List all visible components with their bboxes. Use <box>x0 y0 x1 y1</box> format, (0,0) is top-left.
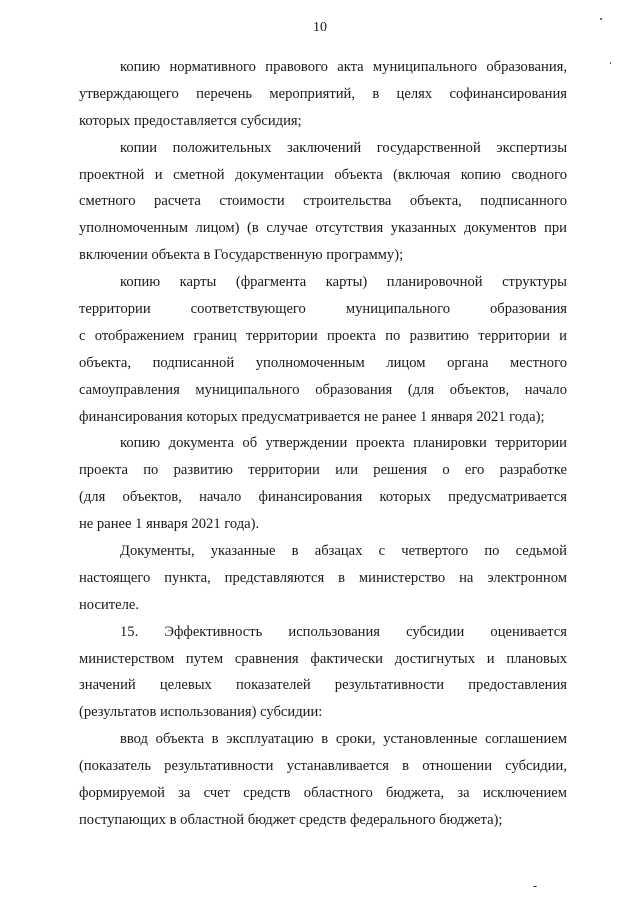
text-line: (результатов использования) субсидии: <box>79 704 323 721</box>
text-line: включении объекта в Государственную программу); <box>79 247 404 264</box>
scan-speck <box>533 886 537 887</box>
paragraph <box>79 726 567 834</box>
document-body <box>79 54 567 834</box>
page-number: 10 <box>313 20 327 35</box>
text-line: копию карты (фрагмента карты) планировочной структуры <box>120 274 567 291</box>
text-line: утверждающего перечень мероприятий, в целях софинансирования <box>79 85 567 102</box>
text-line: финансирования которых предусматривается не ранее 1 января 2021 года); <box>79 408 545 425</box>
text-line: значений целевых показателей результативности предоставления <box>79 677 567 694</box>
paragraph <box>79 538 567 619</box>
text-line: уполномоченным лицом) (в случае отсутствия указанных документов при <box>79 220 567 237</box>
paragraph <box>79 430 567 538</box>
text-line: копию документа об утверждении проекта планировки территории <box>120 435 567 452</box>
text-line: которых предоставляется субсидия; <box>79 112 302 129</box>
text-line: с отображением границ территории проекта по развитию территории и <box>79 327 567 344</box>
scan-speck <box>600 18 602 20</box>
paragraph <box>79 619 567 727</box>
text-line: 15. Эффективность использования субсидии оценивается <box>120 623 567 640</box>
text-line: проекта по развитию территории или решения о его разработке <box>79 462 567 479</box>
text-line: объекта, подписанной уполномоченным лицом органа местного <box>79 354 567 371</box>
text-line: настоящего пункта, представляются в министерство на электронном <box>79 569 567 586</box>
text-line: носителе. <box>79 596 140 613</box>
text-line: сметного расчета стоимости строительства объекта, подписанного <box>79 193 567 210</box>
text-line: (показатель результативности устанавливается в отношении субсидии, <box>79 758 567 775</box>
text-line: (для объектов, начало финансирования которых предусматривается <box>79 489 567 506</box>
text-line: самоуправления муниципального образования (для объектов, начало <box>79 381 567 398</box>
paragraph <box>79 269 567 430</box>
text-line: территории соответствующего муниципального образования <box>79 301 567 318</box>
text-line: Документы, указанные в абзацах с четвертого по седьмой <box>120 543 567 560</box>
text-line: копии положительных заключений государственной экспертизы <box>120 139 567 156</box>
paragraph <box>79 54 567 135</box>
scan-speck <box>610 62 611 64</box>
text-line: формируемой за счет средств областного бюджета, за исключением <box>79 785 567 802</box>
text-line: поступающих в областной бюджет средств федерального бюджета); <box>79 811 503 828</box>
text-line: не ранее 1 января 2021 года). <box>79 516 260 533</box>
paragraph <box>79 135 567 269</box>
text-line: проектной и сметной документации объекта (включая копию сводного <box>79 166 567 183</box>
text-line: министерством путем сравнения фактически достигнутых и плановых <box>79 650 567 667</box>
text-line: ввод объекта в эксплуатацию в сроки, установленные соглашением <box>120 731 567 748</box>
text-line: копию нормативного правового акта муниципального образования, <box>120 59 567 75</box>
